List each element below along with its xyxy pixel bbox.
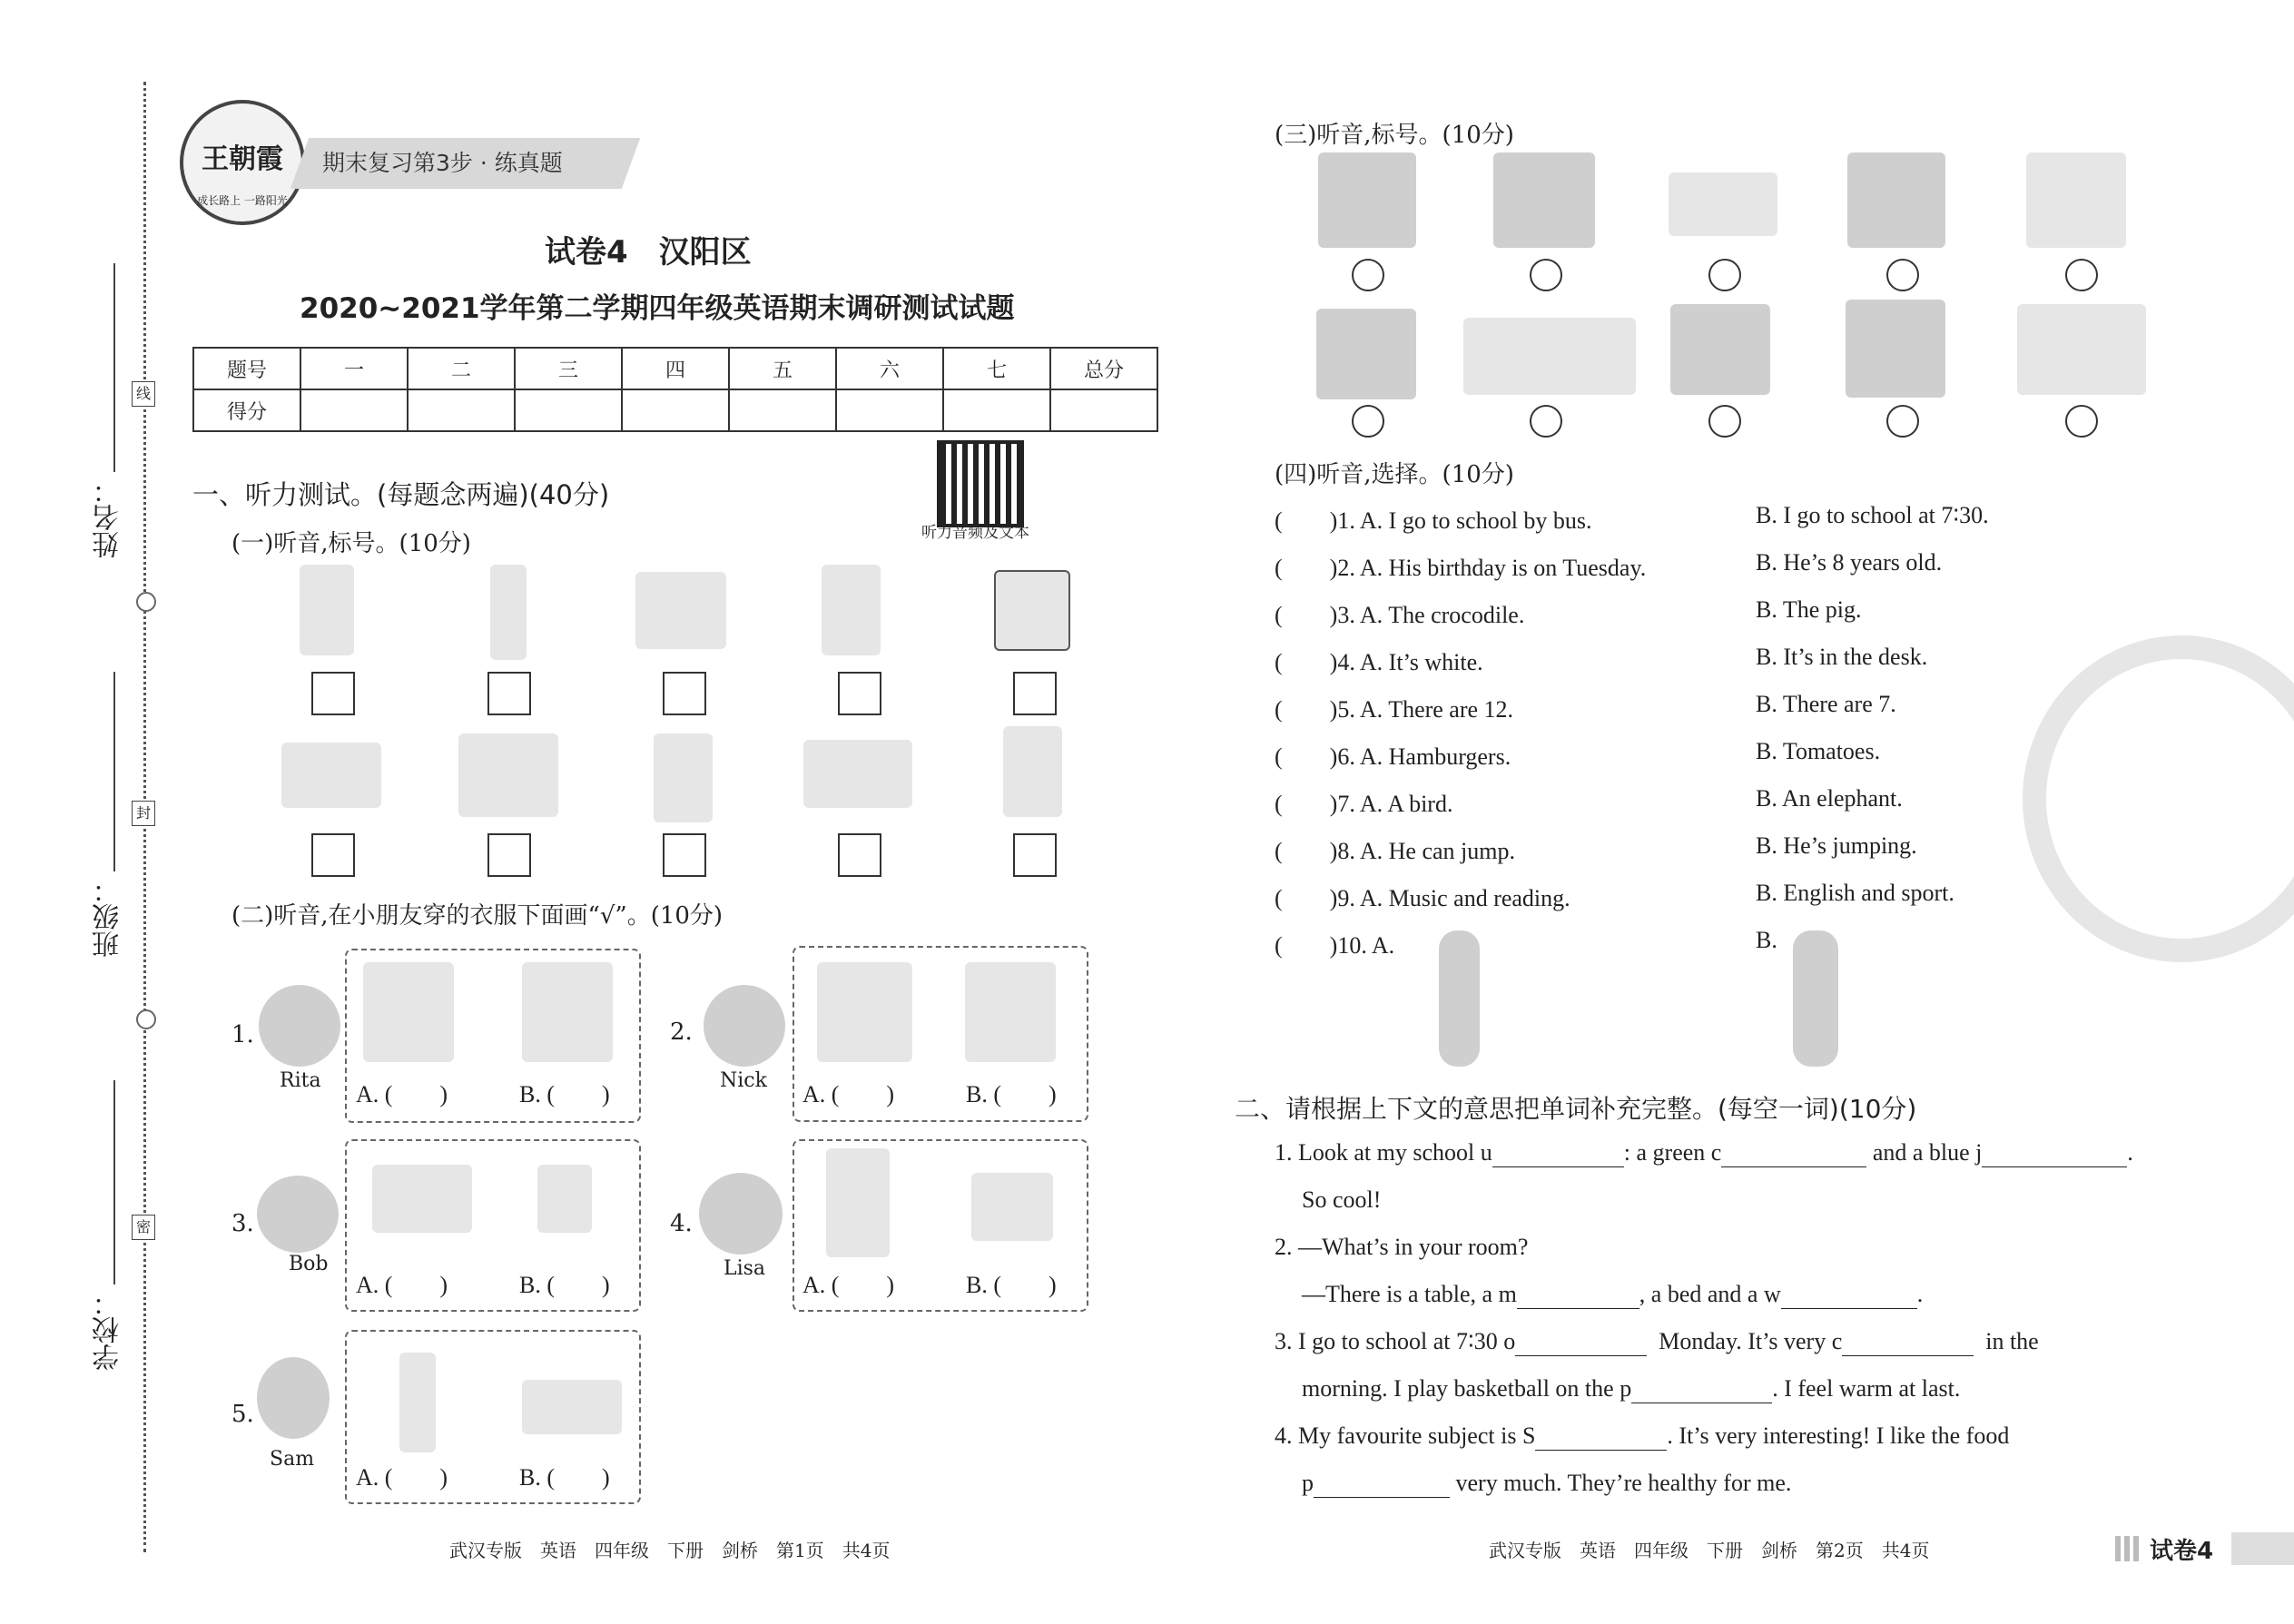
clock-icon [822, 565, 881, 655]
tie-icon [399, 1353, 436, 1452]
answer-circle[interactable] [2065, 405, 2098, 438]
kid-number: 4. [670, 1210, 693, 1237]
score-cell[interactable] [300, 389, 408, 431]
page-footer: 武汉专版 英语 四年级 下册 剑桥 第1页 共4页 [449, 1540, 891, 1561]
score-header: 二 [408, 348, 515, 389]
fill-text: —There is a table, a m [1302, 1281, 1517, 1307]
shirt-icon [965, 962, 1056, 1062]
fill-text: . It’s very interesting! I like the food [1667, 1422, 2010, 1449]
score-cell[interactable] [729, 389, 836, 431]
choice-a[interactable]: ( )10. A. [1275, 932, 1395, 959]
answer-circle[interactable] [1352, 259, 1384, 291]
step-banner: 期末复习第3步 · 练真题 [322, 150, 563, 176]
answer-circle[interactable] [1708, 405, 1741, 438]
dress-icon [826, 1148, 890, 1257]
kid-portrait-icon [259, 985, 340, 1067]
fill-text: : a green c [1623, 1139, 1722, 1166]
seal-char: 密 [132, 1215, 155, 1240]
blank-input[interactable] [1515, 1328, 1647, 1356]
binding-hole [136, 592, 156, 612]
sweater-icon [522, 962, 613, 1062]
option-a[interactable]: A. ( ) [356, 1272, 448, 1298]
fill-text: , a bed and a w [1639, 1281, 1781, 1307]
picture-icon [994, 570, 1070, 651]
choice-b: B. He’s 8 years old. [1756, 549, 1943, 576]
choice-b: B. The pig. [1756, 596, 1862, 623]
blank-input[interactable] [1721, 1139, 1866, 1167]
qr-code-icon [937, 440, 1024, 527]
choice-b: B. There are 7. [1756, 691, 1896, 717]
fill-text: very much. They’re healthy for me. [1455, 1470, 1792, 1496]
skirt-icon [971, 1173, 1053, 1241]
picture-icon [2026, 153, 2126, 248]
kid-portrait-icon [699, 1173, 783, 1255]
fill-text: 1. Look at my school u [1275, 1139, 1492, 1166]
page-tag-decor [2115, 1536, 2142, 1561]
logo-subtext: 成长路上 一路阳光 [197, 194, 288, 207]
option-b[interactable]: B. ( ) [966, 1272, 1057, 1298]
choice-b: B. He’s jumping. [1756, 832, 1917, 859]
score-cell[interactable] [1050, 389, 1157, 431]
boy-figure-icon [1439, 930, 1480, 1067]
kid-number: 1. [231, 1021, 254, 1048]
option-a[interactable]: A. ( ) [356, 1464, 448, 1491]
option-a[interactable]: A. ( ) [802, 1081, 895, 1107]
fill-text: 4. My favourite subject is S [1275, 1422, 1536, 1449]
fill-text: 3. I go to school at 7∶30 o [1275, 1328, 1516, 1354]
chair-icon [300, 565, 354, 655]
picture-icon [1463, 318, 1636, 395]
school-blank [113, 1080, 115, 1284]
option-b[interactable]: B. ( ) [966, 1081, 1057, 1107]
score-header: 总分 [1050, 348, 1157, 389]
fill-line [1275, 1139, 2133, 1167]
picture-icon [1670, 304, 1770, 395]
picture-icon [1318, 153, 1416, 248]
score-header: 四 [622, 348, 729, 389]
paper-tag: 试卷4 [2150, 1538, 2214, 1565]
answer-circle[interactable] [1352, 405, 1384, 438]
answer-box[interactable] [311, 672, 355, 715]
kid-number: 3. [231, 1210, 254, 1237]
answer-box[interactable] [487, 833, 531, 877]
score-cell[interactable] [408, 389, 515, 431]
score-header: 六 [836, 348, 943, 389]
paper-title: 试卷4 汉阳区 [545, 234, 752, 271]
shirt-icon [363, 962, 454, 1062]
brand-logo [180, 100, 305, 225]
answer-circle[interactable] [1530, 259, 1562, 291]
choice-b: B. An elephant. [1756, 785, 1903, 812]
answer-box[interactable] [838, 833, 881, 877]
score-header: 三 [515, 348, 622, 389]
picture-icon [1847, 153, 1945, 248]
sofa-icon [281, 743, 381, 808]
answer-box[interactable] [1013, 833, 1057, 877]
choice-a[interactable]: ( )3. A. The crocodile. [1275, 602, 1525, 628]
page-footer: 武汉专版 英语 四年级 下册 剑桥 第2页 共4页 [1489, 1540, 1930, 1561]
score-cell[interactable] [943, 389, 1050, 431]
choice-a[interactable]: ( )5. A. There are 12. [1275, 696, 1514, 723]
fill-text: . [2127, 1139, 2133, 1166]
score-cell[interactable] [622, 389, 729, 431]
fill-text: and a blue j [1872, 1139, 1983, 1166]
score-table [192, 347, 1158, 432]
option-a[interactable]: A. ( ) [802, 1272, 895, 1298]
subsection-title: (四)听音,选择。(10分) [1275, 461, 1514, 488]
choice-b: B. English and sport. [1756, 880, 1954, 906]
answer-circle[interactable] [2065, 259, 2098, 291]
choice-a[interactable]: ( )8. A. He can jump. [1275, 838, 1516, 864]
choice-a[interactable]: ( )9. A. Music and reading. [1275, 885, 1570, 911]
section-heading: 一、听力测试。(每题念两遍)(40分) [192, 479, 610, 510]
blank-input[interactable] [1781, 1281, 1917, 1309]
kid-name: Nick [720, 1069, 767, 1092]
blank-input[interactable] [1842, 1328, 1974, 1356]
kid-name: Lisa [724, 1257, 766, 1280]
name-blank [113, 263, 115, 472]
score-cell[interactable] [515, 389, 622, 431]
section-heading: 二、请根据上下文的意思把单词补充完整。(每空一词)(10分) [1235, 1094, 1917, 1124]
choice-a[interactable]: ( )6. A. Hamburgers. [1275, 743, 1511, 770]
choice-a[interactable]: ( )4. A. It’s white. [1275, 649, 1483, 675]
answer-box[interactable] [311, 833, 355, 877]
score-header: 题号 [193, 348, 300, 389]
paper-subtitle: 2020~2021学年第二学期四年级英语期末调研测试试题 [300, 292, 1015, 325]
kid-name: Sam [270, 1448, 315, 1471]
jacket-icon [817, 962, 912, 1062]
cap-icon [522, 1380, 622, 1434]
fill-text: . I feel warm at last. [1772, 1375, 1961, 1402]
subsection-title: (三)听音,标号。(10分) [1275, 122, 1514, 149]
boy-figure-icon [1793, 930, 1838, 1067]
kid-portrait-icon [257, 1176, 339, 1253]
blank-input[interactable] [1982, 1139, 2127, 1167]
seal-char: 封 [132, 801, 155, 826]
picture-icon [2017, 304, 2146, 395]
subsection-title: (一)听音,标号。(10分) [231, 530, 471, 557]
fill-line: So cool! [1302, 1186, 1382, 1213]
secret-stamp-icon [2023, 635, 2294, 962]
picture-icon [1669, 172, 1777, 236]
answer-box[interactable] [487, 672, 531, 715]
score-cell[interactable] [836, 389, 943, 431]
answer-circle[interactable] [1886, 259, 1919, 291]
answer-box[interactable] [663, 672, 706, 715]
choice-a[interactable]: ( )7. A. A bird. [1275, 791, 1453, 817]
answer-circle[interactable] [1530, 405, 1562, 438]
fill-line: 2. —What’s in your room? [1275, 1234, 1529, 1260]
curtain-icon [458, 733, 558, 817]
subsection-title: (二)听音,在小朋友穿的衣服下面画“√”。(10分) [231, 902, 724, 930]
picture-icon [1316, 309, 1416, 399]
bed-icon [803, 740, 912, 808]
choice-b: B. Tomatoes. [1756, 738, 1881, 764]
kid-portrait-icon [704, 985, 785, 1067]
score-header: 一 [300, 348, 408, 389]
answer-box[interactable] [1013, 672, 1057, 715]
score-header: 五 [729, 348, 836, 389]
fill-line [1302, 1281, 1923, 1309]
class-blank [113, 672, 115, 871]
fill-text: in the [1985, 1328, 2039, 1354]
option-b[interactable]: B. ( ) [519, 1081, 610, 1107]
blank-input[interactable] [1631, 1375, 1772, 1403]
blank-input[interactable] [1535, 1422, 1667, 1451]
class-label: 班级： [93, 876, 124, 958]
lamp-icon [654, 733, 713, 822]
choice-b: B. It’s in the desk. [1756, 644, 1928, 670]
kid-portrait-icon [257, 1357, 330, 1439]
answer-box[interactable] [838, 672, 881, 715]
fill-line [1302, 1470, 1791, 1498]
name-label: 姓名： [93, 477, 124, 558]
table-icon [635, 572, 726, 649]
kid-number: 2. [670, 1019, 693, 1046]
option-b[interactable]: B. ( ) [519, 1464, 610, 1491]
answer-circle[interactable] [1708, 259, 1741, 291]
picture-icon [1846, 300, 1945, 398]
choice-a[interactable]: ( )2. A. His birthday is on Tuesday. [1275, 555, 1647, 581]
binding-hole [136, 1009, 156, 1029]
school-label: 学校： [93, 1289, 124, 1371]
blank-input[interactable] [1492, 1139, 1624, 1167]
option-a[interactable]: A. ( ) [356, 1081, 448, 1107]
blank-input[interactable] [1314, 1470, 1450, 1498]
choice-b: B. [1756, 927, 1777, 953]
choice-a[interactable]: ( )1. A. I go to school by bus. [1275, 507, 1592, 534]
picture-icon [1493, 153, 1595, 248]
mirror-icon [490, 565, 527, 660]
fill-line [1275, 1328, 2039, 1356]
option-b[interactable]: B. ( ) [519, 1272, 610, 1298]
fill-text: p [1302, 1470, 1314, 1496]
score-row-label: 得分 [193, 389, 300, 431]
fill-text: Monday. It’s very c [1659, 1328, 1843, 1354]
socks-icon [537, 1165, 592, 1233]
fill-line [1275, 1422, 2009, 1451]
answer-box[interactable] [663, 833, 706, 877]
fill-text: morning. I play basketball on the p [1302, 1375, 1632, 1402]
seal-char: 线 [132, 381, 155, 407]
kid-name: Bob [289, 1253, 329, 1275]
kid-name: Rita [280, 1069, 321, 1092]
blank-input[interactable] [1517, 1281, 1639, 1309]
logo-text: 王朝霞 [202, 143, 283, 175]
fill-text: . [1916, 1281, 1924, 1307]
answer-circle[interactable] [1886, 405, 1919, 438]
choice-b: B. I go to school at 7∶30. [1756, 502, 1989, 528]
closet-icon [1003, 726, 1062, 817]
fill-line [1302, 1375, 1960, 1403]
score-header: 七 [943, 348, 1050, 389]
qr-caption: 听力音频及文本 [921, 524, 1029, 542]
sneakers-icon [372, 1165, 472, 1233]
kid-number: 5. [231, 1401, 254, 1428]
footer-bar [2231, 1532, 2294, 1565]
